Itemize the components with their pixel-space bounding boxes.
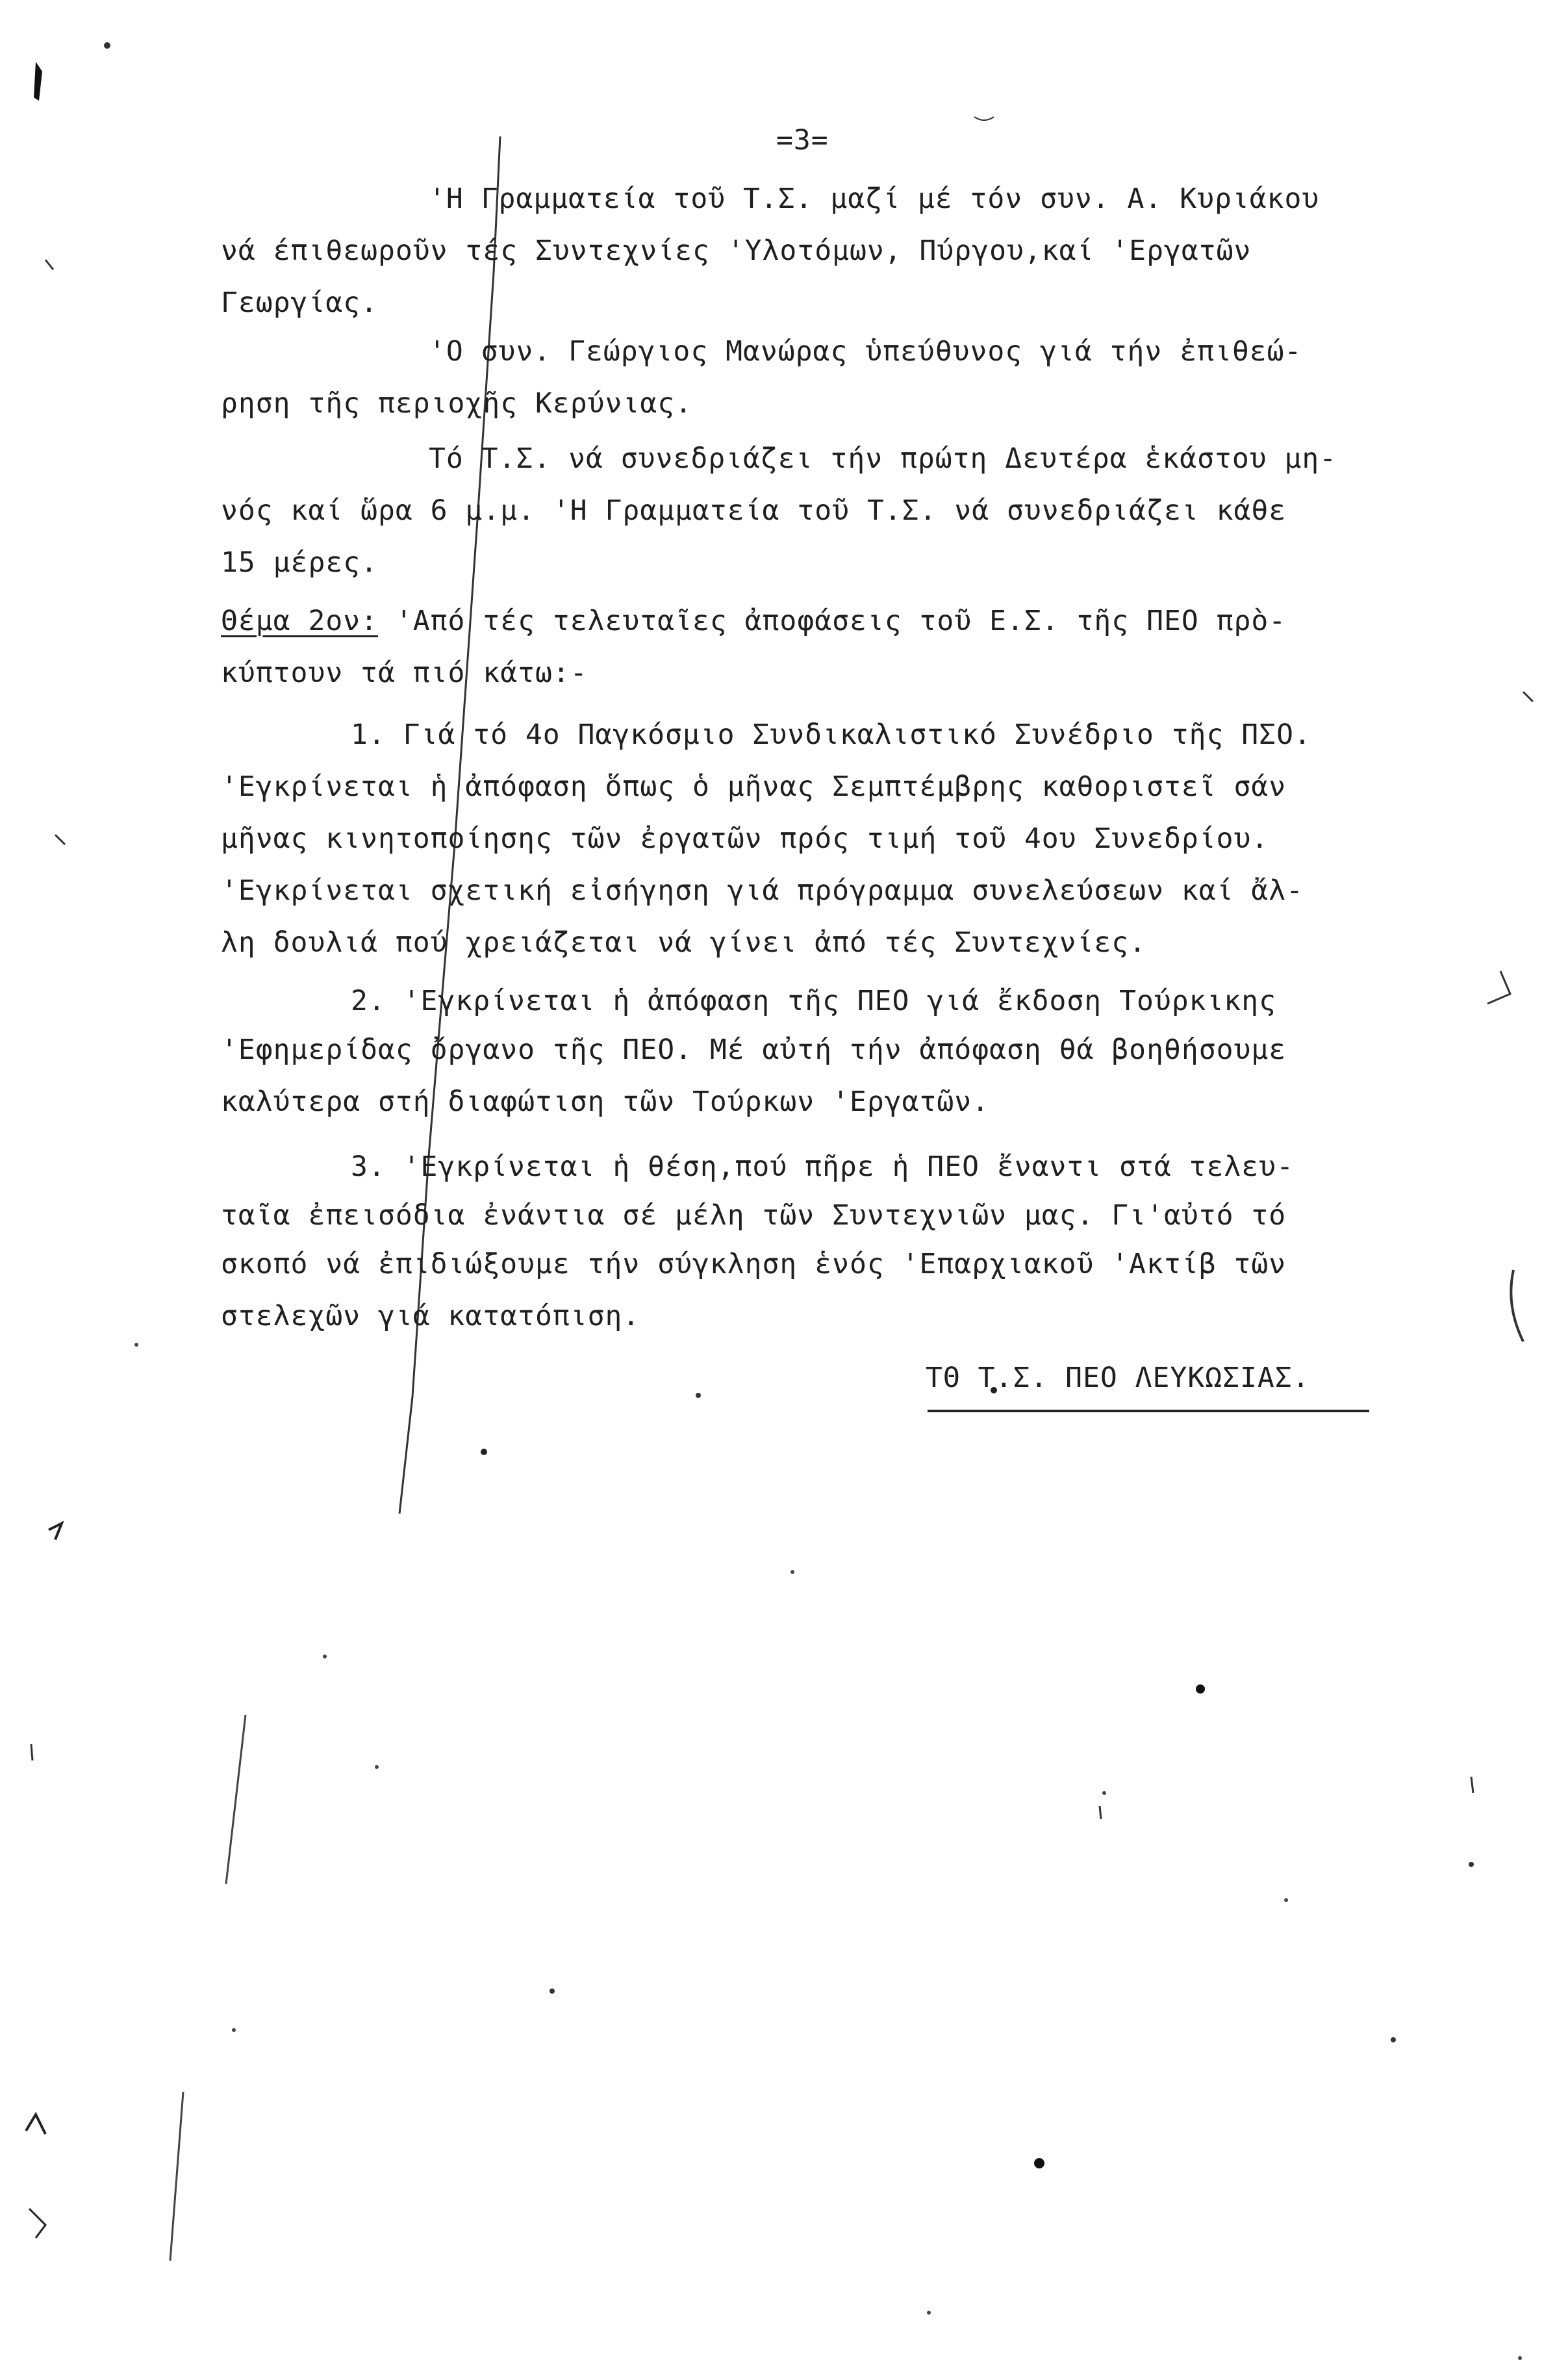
paragraph-line: 'Ο συν. Γεώργιος Μανώρας ὑπεύθυνος γιά τήν ἐπιθεώ- xyxy=(429,335,1302,368)
item-line: ταῖα ἐπεισόδια ἐνάντια σέ μέλη τῶν Συντεχνιῶν μας. Γι'αὐτό τό xyxy=(221,1199,1287,1232)
scan-mark-top xyxy=(974,117,994,120)
speck xyxy=(1523,692,1533,702)
margin-mark-right xyxy=(1487,971,1510,1004)
item-line: 1. Γιά τό 4ο Παγκόσμιο Συνδικαλιστικό Συνέδριο τῆς ΠΣΟ. xyxy=(351,718,1311,751)
paragraph-line: 15 μέρες. xyxy=(221,546,378,579)
item-line: μῆνας κινητοποίησης τῶν ἐργατῶν πρός τιμή τοῦ 4ου Συνεδρίου. xyxy=(221,822,1269,855)
theme-heading xyxy=(221,607,1286,635)
speck xyxy=(26,2115,45,2134)
item-line: σκοπό νά ἐπιδιώξουμε τήν σύγκληση ἑνός 'Επαρχιακοῦ 'Ακτίβ τῶν xyxy=(221,1248,1287,1280)
speck xyxy=(375,1765,379,1769)
speck xyxy=(45,260,53,270)
paragraph-line: νός καί ὥρα 6 μ.μ. 'Η Γραμματεία τοῦ Τ.Σ. νά συνεδριάζει κάθε xyxy=(221,494,1287,527)
speck xyxy=(1518,2356,1522,2360)
speck xyxy=(1102,1791,1106,1795)
theme-text: 'Από τές τελευταῖες ἀποφάσεις τοῦ Ε.Σ. τῆς ΠΕΟ πρὸ- xyxy=(395,605,1287,637)
item-line: 3. 'Εγκρίνεται ἡ θέση,πού πῆρε ἡ ΠΕΟ ἔναντι στά τελευ- xyxy=(351,1150,1294,1183)
speck xyxy=(1034,2158,1044,2168)
speck xyxy=(927,2311,931,2315)
speck xyxy=(1100,1806,1101,1819)
paragraph-line: 'Η Γραμματεία τοῦ Τ.Σ. μαζί μέ τόν συν. Α. Κυριάκου xyxy=(429,183,1320,215)
speck xyxy=(55,835,65,845)
item-line: 'Εφημερίδας ὄργανο τῆς ΠΕΟ. Μέ αὐτή τήν ἀπόφαση θά βοηθήσουμε xyxy=(221,1034,1287,1066)
item-line: 2. 'Εγκρίνεται ἡ ἀπόφαση τῆς ΠΕΟ γιά ἔκδοση Τούρκικης xyxy=(351,985,1277,1017)
speck xyxy=(1284,1898,1288,1902)
speck xyxy=(134,1343,138,1347)
speck xyxy=(481,1449,487,1455)
speck xyxy=(49,1523,62,1540)
item-line: 'Εγκρίνεται ἡ ἀπόφαση ὅπως ὁ μῆνας Σεμπτέμβρης καθοριστεῖ σάν xyxy=(221,770,1287,803)
speck xyxy=(104,42,110,49)
signature: ΤΘ Τ.Σ. ΠΕΟ ΛΕΥΚΩΣΙΑΣ. xyxy=(926,1362,1310,1394)
speck xyxy=(31,1744,32,1760)
paragraph-line: ρηση τῆς περιοχῆς Κερύνιας. xyxy=(221,387,692,420)
paragraph-line: Τό Τ.Σ. νά συνεδριάζει τήν πρώτη Δευτέρα ἑκάστου μη- xyxy=(429,442,1337,475)
margin-bracket-right xyxy=(1511,1270,1523,1341)
speck xyxy=(696,1393,701,1398)
item-line: λη δουλιά πού χρειάζεται νά γίνει ἀπό τές Συντεχνίες. xyxy=(221,926,1147,959)
theme-label: Θέμα 2ον: xyxy=(221,605,378,637)
speck xyxy=(1196,1684,1205,1694)
speck xyxy=(232,2028,236,2032)
speck xyxy=(1471,1777,1473,1793)
scan-stroke-lower xyxy=(170,2092,183,2261)
item-line: καλύτερα στή διαφώτιση τῶν Τούρκων 'Εργατῶν. xyxy=(221,1086,990,1118)
theme-line: κύπτουν τά πιό κάτω:- xyxy=(221,657,588,689)
speck xyxy=(790,1570,794,1574)
signature-underline xyxy=(928,1410,1369,1412)
paragraph-line: νά έπιθεωροῦν τές Συντεχνίες 'Υλοτόμων, Πύργου,καί 'Εργατῶν xyxy=(221,235,1252,267)
paragraph-line: Γεωργίας. xyxy=(221,286,378,319)
scan-stroke-mid xyxy=(226,1715,246,1884)
speck xyxy=(323,1655,327,1658)
speck xyxy=(29,2209,45,2238)
speck xyxy=(1391,2037,1396,2042)
item-line: 'Εγκρίνεται σχετική εἰσήγηση γιά πρόγραμμα συνελεύσεων καί ἄλ- xyxy=(221,874,1304,907)
item-line: στελεχῶν γιά κατατόπιση. xyxy=(221,1300,640,1332)
speck xyxy=(1469,1862,1474,1867)
edge-blot xyxy=(34,62,42,101)
speck xyxy=(550,1988,555,1994)
page-number: =3= xyxy=(776,124,829,157)
